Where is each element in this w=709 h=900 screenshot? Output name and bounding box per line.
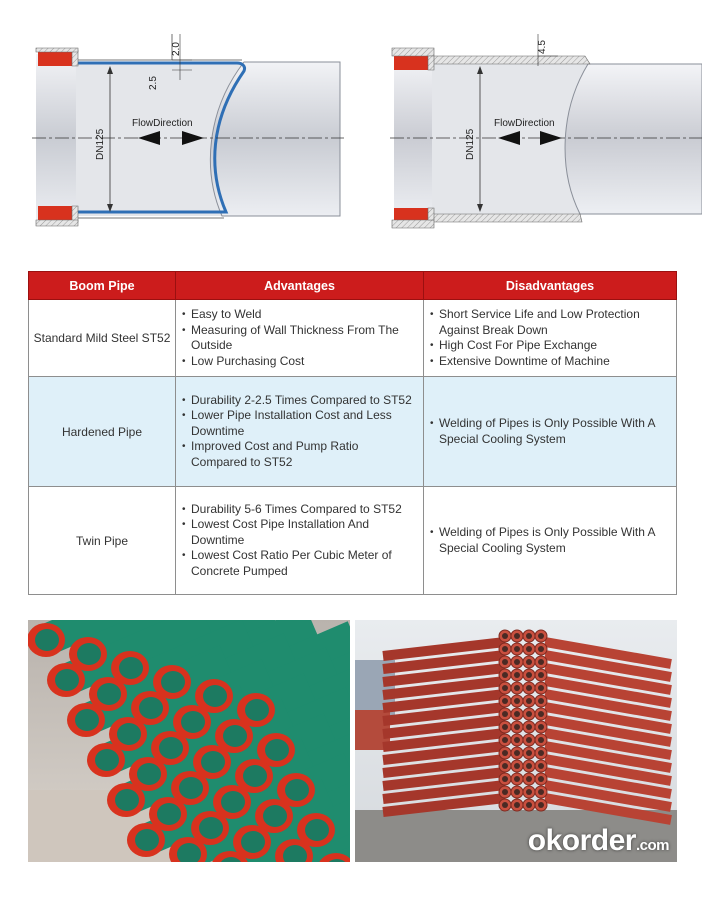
diagram-flow-label: FlowDirection [132, 118, 193, 129]
table-row [29, 377, 677, 487]
disadvantages-cell [424, 300, 677, 377]
list-item: • Durability 2-2.5 Times Compared to ST52 [182, 393, 417, 409]
list-item: • Welding of Pipes is Only Possible With A Special Cooling System [430, 416, 670, 447]
list-item: • Durability 5-6 Times Compared to ST52 [182, 502, 417, 518]
list-item: • Extensive Downtime of Machine [430, 354, 670, 370]
list-item: • Short Service Life and Low Protection Against Break Down [430, 307, 670, 338]
list-item: • Improved Cost and Pump Ratio Compared to ST52 [182, 439, 417, 470]
advantages-cell [176, 487, 424, 595]
advantages-cell [176, 300, 424, 377]
diagram-wall-label: 2.0 [171, 42, 182, 56]
table-header-row [29, 272, 677, 300]
list-item: • Easy to Weld [182, 307, 417, 323]
header-boom-pipe: Boom Pipe [29, 272, 176, 300]
photo-stacked-pipes [28, 620, 350, 862]
table-row [29, 487, 677, 595]
pipe-diagram-hardened [390, 30, 702, 230]
list-item: • Measuring of Wall Thickness From The Outside [182, 323, 417, 354]
advantages-cell [176, 377, 424, 487]
row-name: Standard Mild Steel ST52 [29, 300, 176, 377]
list-item: • Lower Pipe Installation Cost and Less Downtime [182, 408, 417, 439]
diagram-dn-label: DN125 [95, 128, 106, 160]
diagram-wall-inner-label: 2.5 [148, 76, 159, 90]
disadvantages-cell [424, 487, 677, 595]
table-row [29, 300, 677, 377]
list-item: • Welding of Pipes is Only Possible With A Special Cooling System [430, 525, 670, 556]
header-advantages: Advantages [176, 272, 424, 300]
diagram-dn-label: DN125 [465, 128, 476, 160]
row-name: Hardened Pipe [29, 377, 176, 487]
list-item: • High Cost For Pipe Exchange [430, 338, 670, 354]
disadvantages-cell [424, 377, 677, 487]
diagram-flow-label: FlowDirection [494, 118, 555, 129]
header-disadvantages: Disadvantages [424, 272, 677, 300]
watermark: okorder.com [527, 824, 669, 857]
row-name: Twin Pipe [29, 487, 176, 595]
list-item: • Lowest Cost Ratio Per Cubic Meter of Concrete Pumped [182, 548, 417, 579]
list-item: • Lowest Cost Pipe Installation And Downtime [182, 517, 417, 548]
photo-pipe-rack [355, 620, 677, 862]
list-item: • Low Purchasing Cost [182, 354, 417, 370]
comparison-table [28, 271, 677, 595]
diagram-wall-label: 4.5 [537, 40, 548, 54]
pipe-diagram-standard [32, 30, 344, 230]
